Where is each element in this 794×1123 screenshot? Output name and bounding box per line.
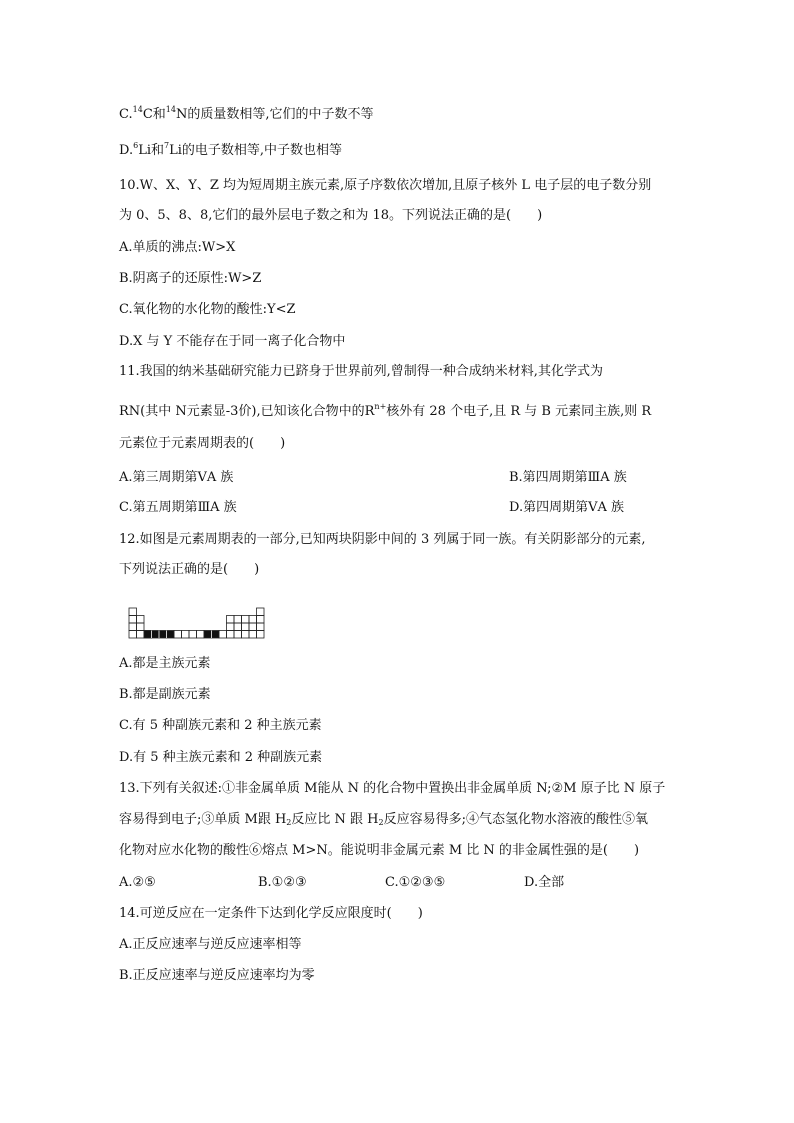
q10-option-b: B.阴离子的还原性:W>Z [119,271,262,286]
pt-cell [242,623,250,631]
pt-cell [197,631,205,639]
q10-stem-line1: 10.W、X、Y、Z 均为短周期主族元素,原子序数依次增加,且原子核外 L 电子层的电子数分别 [119,178,652,193]
q13-option-a: A.②⑤ [119,875,156,890]
q14-option-b: B.正反应速率与逆反应速率均为零 [119,968,315,983]
pt-cell [129,623,137,631]
q10-option-c: C.氧化物的水化物的酸性:Y<Z [119,302,296,317]
q12-option-c: C.有 5 种副族元素和 2 种主族元素 [119,718,322,733]
q11-option-d: D.第四周期第ⅤA 族 [509,500,625,515]
q11-option-b: B.第四周期第ⅢA 族 [509,470,627,485]
q11-stem-line3: 元素位于元素周期表的( ) [119,436,286,451]
q14-stem: 14.可逆反应在一定条件下达到化学反应限度时( ) [119,906,423,921]
q13-option-d: D.全部 [524,875,565,890]
q12-option-d: D.有 5 种主族元素和 2 种副族元素 [119,750,323,765]
pt-cell [219,631,227,639]
pt-cell [129,608,137,616]
q12-option-a: A.都是主族元素 [119,656,211,671]
pt-cell [227,616,235,624]
q10-option-d: D.X 与 Y 不能存在于同一离子化合物中 [119,334,346,349]
pt-cell [129,616,137,624]
pt-cell [257,631,265,639]
pt-cell [257,616,265,624]
pt-cell [242,616,250,624]
pt-cell [227,631,235,639]
q11-stem-line1: 11.我国的纳米基础研究能力已跻身于世界前列,曾制得一种合成纳米材料,其化学式为 [119,364,603,379]
q14-option-a: A.正反应速率与逆反应速率相等 [119,937,302,952]
q13-option-b: B.①②③ [258,875,307,890]
pt-cell [249,631,257,639]
q11-stem-line2: RN(其中 N元素显-3价),已知该化合物中的$R^{n+}$核外有 28 个电子,且 R 与 B 元素同主族,则 R [119,402,652,419]
q13-stem-line3: 化物对应水化物的酸性⑥熔点 M>N。能说明非金属元素 M 比 N 的非金属性强的是( ) [119,843,640,858]
q11-option-a: A.第三周期第ⅤA 族 [119,470,234,485]
q12-stem-line2: 下列说法正确的是( ) [119,562,260,577]
q12-option-b: B.都是副族元素 [119,687,211,702]
periodic-table-figure [128,607,268,641]
pt-cell [129,631,137,639]
q12-stem-line1: 12.如图是元素周期表的一部分,已知两块阴影中间的 3 列属于同一族。有关阴影部分的元素, [119,532,646,547]
pt-cell [257,608,265,616]
q9-option-c: C.$^{14}$C和$^{14}$N的质量数相等,它们的中子数不等 [119,105,374,122]
pt-cell [137,623,145,631]
pt-cell [234,623,242,631]
q13-option-c: C.①②③⑤ [385,875,446,890]
pt-cell [174,631,182,639]
q13-stem-line1: 13.下列有关叙述:①非金属单质 M能从 N 的化合物中置换出非金属单质 N;②M 原子比 N 原子 [119,781,666,796]
q10-stem-line2: 为 0、5、8、8,它们的最外层电子数之和为 18。下列说法正确的是( ) [119,208,543,223]
q13-stem-line2: 容易得到电子;③单质 M跟 $H_2$反应比 N 跟 $H_2$反应容易得多;④气态氢化物水溶液的酸性⑤氧 [119,812,648,827]
q10-option-a: A.单质的沸点:W>X [119,240,236,255]
pt-cell [257,623,265,631]
pt-cell [137,616,145,624]
pt-cell [242,631,250,639]
q9-option-d: D.$^6$Li和$^7$Li的电子数相等,中子数也相等 [119,141,343,158]
pt-cell [249,623,257,631]
pt-cell [182,631,190,639]
pt-cell [189,631,197,639]
pt-cell [249,616,257,624]
pt-cell [137,631,145,639]
pt-cell [234,631,242,639]
q11-option-c: C.第五周期第ⅢA 族 [119,500,237,515]
pt-cell [227,623,235,631]
pt-cell [234,616,242,624]
